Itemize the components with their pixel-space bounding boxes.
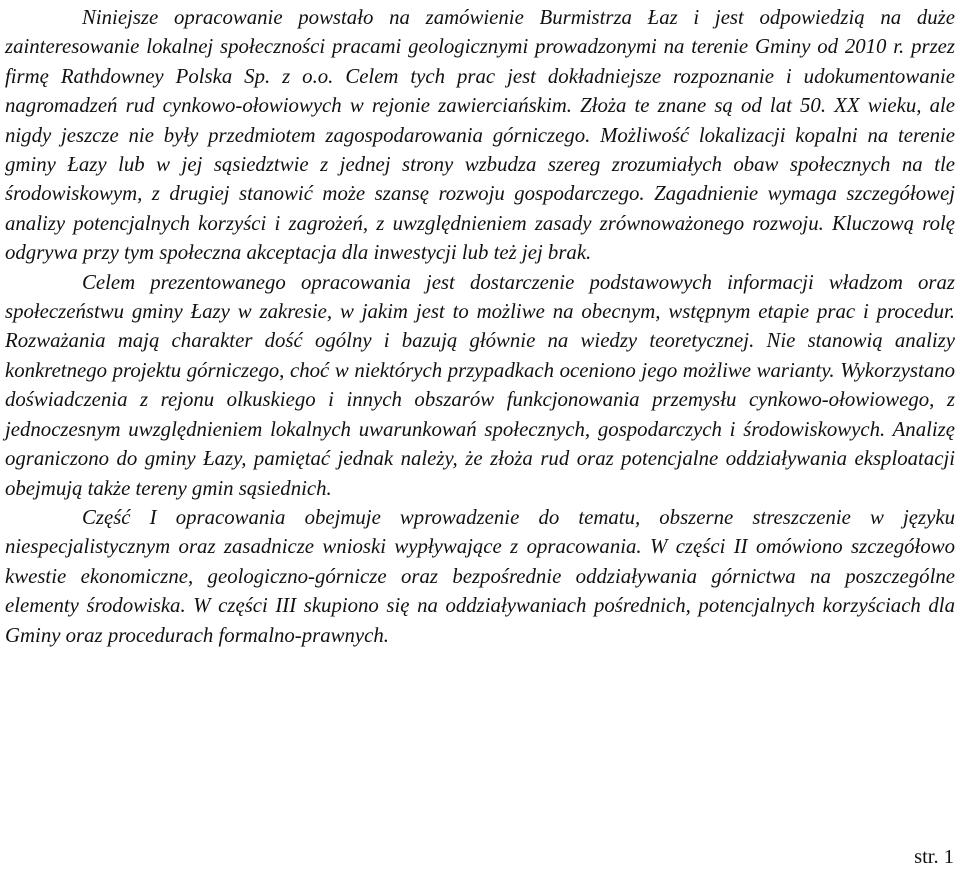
- paragraph-intro: Niniejsze opracowanie powstało na zamówienie Burmistrza Łaz i jest odpowiedzią na duże zainteresowanie lokalnej społeczności pracami geologicznymi prowadzonymi na terenie Gminy od 2010 r. przez firmę Rathdowney Polska Sp. z o.o. Celem tych prac jest dokładniejsze rozpoznanie i udokumentowanie nagromadzeń rud cynkowo-ołowiowych w rejonie zawierciańskim. Złoża te znane są od lat 50. XX wieku, ale nigdy jeszcze nie były przedmiotem zagospodarowania górniczego. Możliwość lokalizacji kopalni na terenie gminy Łazy lub w jej sąsiedztwie z jednej strony wzbudza szereg zrozumiałych obaw społecznych na tle środowiskowym, z drugiej stanowić może szansę rozwoju gospodarczego. Zagadnienie wymaga szczegółowej analizy potencjalnych korzyści i zagrożeń, z uwzględnieniem zasady zrównoważonego rozwoju. Kluczową rolę odgrywa przy tym społeczna akceptacja dla inwestycji lub też jej brak.: [5, 6, 955, 265]
- document-body: [5, 0, 955, 650]
- page-number: str. 1: [914, 846, 954, 868]
- paragraph-structure: Część I opracowania obejmuje wprowadzenie do tematu, obszerne streszczenie w języku niespecjalistycznym oraz zasadnicze wnioski wypływające z opracowania. W części II omówiono szczegółowo kwestie ekonomiczne, geologiczno-górnicze oraz bezpośrednie oddziaływania górnictwa na poszczególne elementy środowiska. W części III skupiono się na oddziaływaniach pośrednich, potencjalnych korzyściach dla Gminy oraz procedurach formalno-prawnych.: [5, 505, 955, 647]
- paragraph-purpose: Celem prezentowanego opracowania jest dostarczenie podstawowych informacji władzom oraz społeczeństwu gminy Łazy w zakresie, w jakim jest to możliwe na obecnym, wstępnym etapie prac i procedur. Rozważania mają charakter dość ogólny i bazują głównie na wiedzy teoretycznej. Nie stanowią analizy konkretnego projektu górniczego, choć w niektórych przypadkach oceniono jego możliwe warianty. Wykorzystano doświadczenia z rejonu olkuskiego i innych obszarów funkcjonowania przemysłu cynkowo-ołowiowego, z jednoczesnym uwzględnieniem lokalnych uwarunkowań społecznych, gospodarczych i środowiskowych. Analizę ograniczono do gminy Łazy, pamiętać jednak należy, że złoża rud oraz potencjalne oddziaływania eksploatacji obejmują także tereny gmin sąsiednich.: [5, 270, 955, 500]
